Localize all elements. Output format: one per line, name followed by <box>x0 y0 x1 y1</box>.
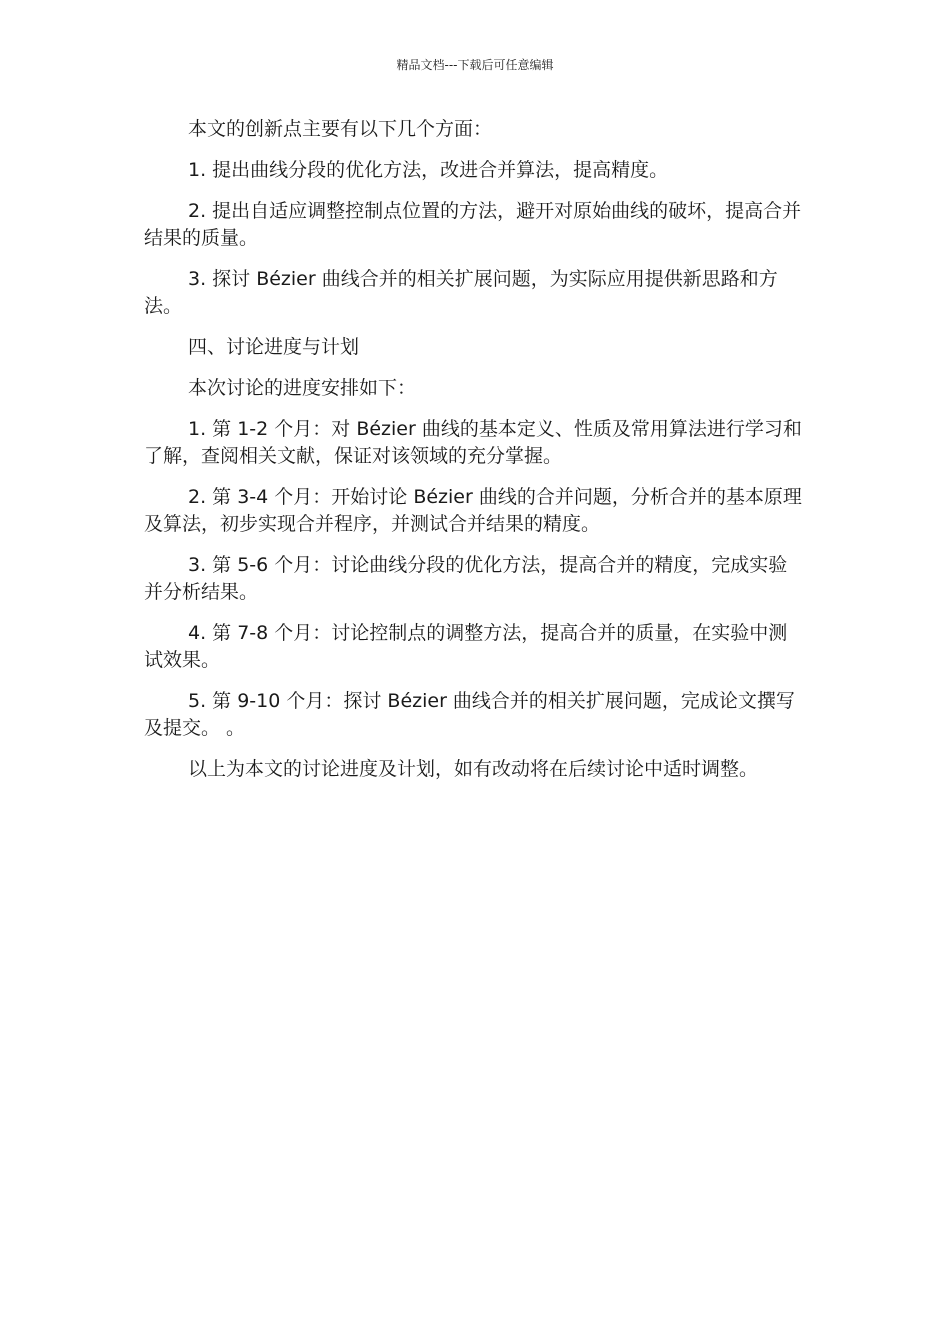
paragraph-innovation-intro: 本文的创新点主要有以下几个方面： <box>188 118 493 140</box>
paragraph-conclusion: 以上为本文的讨论进度及计划，如有改动将在后续讨论中适时调整。 <box>188 758 759 780</box>
paragraph-schedule-1: 1. 第 1-2 个月：对 Bézier 曲线的基本定义、性质及常用算法进行学习和了解，查阅相关文献，保证对该领域的充分掌握。 <box>144 418 802 467</box>
paragraph-schedule-3: 3. 第 5-6 个月：讨论曲线分段的优化方法，提高合并的精度，完成实验并分析结果。 <box>144 554 788 603</box>
paragraph-schedule-5: 5. 第 9-10 个月：探讨 Bézier 曲线合并的相关扩展问题，完成论文撰写及提交。 。 <box>144 690 795 739</box>
paragraph-innovation-3: 3. 探讨 Bézier 曲线合并的相关扩展问题，为实际应用提供新思路和方法。 <box>144 268 778 317</box>
paragraph-innovation-2: 2. 提出自适应调整控制点位置的方法，避开对原始曲线的破坏，提高合并结果的质量。 <box>144 200 802 249</box>
paragraph-schedule-2: 2. 第 3-4 个月：开始讨论 Bézier 曲线的合并问题，分析合并的基本原理及算法，初步实现合并程序，并测试合并结果的精度。 <box>144 486 802 535</box>
document-body <box>144 116 806 797</box>
section-heading-progress-plan: 四、讨论进度与计划 <box>188 336 360 358</box>
page-header: 精品文档---下载后可任意编辑 <box>396 58 554 72</box>
paragraph-schedule-intro: 本次讨论的进度安排如下： <box>188 377 417 399</box>
paragraph-schedule-4: 4. 第 7-8 个月：讨论控制点的调整方法，提高合并的质量，在实验中测试效果。 <box>144 622 788 671</box>
paragraph-innovation-1: 1. 提出曲线分段的优化方法，改进合并算法，提高精度。 <box>188 159 669 181</box>
